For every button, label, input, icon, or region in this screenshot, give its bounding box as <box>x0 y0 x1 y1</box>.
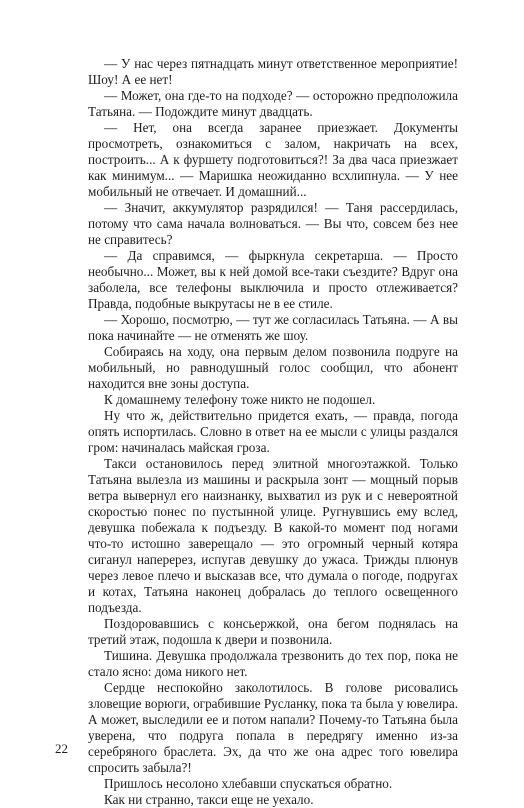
paragraph-15: Как ни странно, такси еще не уехало. <box>104 792 314 807</box>
paragraph-2: — Может, она где-то на подходе? — осторожно предположила Татьяна. — Подождите минут двадцать. <box>88 88 458 119</box>
paragraph-9: Ну что ж, действительно придется ехать, — правда, погода опять испортилась. Словно в ответ на ее мысли с улицы раздался гром: начиналась майская гроза. <box>88 408 458 455</box>
paragraph-1: — У нас через пятнадцать минут ответственное мероприятие! Шоу! А ее нет! <box>88 56 458 87</box>
page-number: 22 <box>55 741 68 756</box>
page-body <box>88 56 458 808</box>
paragraph-7: Собираясь на ходу, она первым делом позвонила подруге на мобильный, но равнодушный голос сообщил, что абонент находится вне зоны доступа. <box>88 344 458 391</box>
paragraph-8: К домашнему телефону тоже никто не подошел. <box>104 392 376 407</box>
paragraph-6: — Хорошо, посмотрю, — тут же согласилась Татьяна. — А вы пока начинайте — не отменять же шоу. <box>88 312 458 343</box>
paragraph-10: Такси остановилось перед элитной многоэтажкой. Только Татьяна вылезла из машины и раскрыла зонт — мощный порыв ветра вывернул его наизнанку, выхватил из рук и с невероятной скоростью понес по пустынной улице. Ругнувшись ему вслед, девушка побежала к подъезду. В какой-то момент под ногами что-то истошно заверещало — это огромный черный котяра сиганул наперерез, испугав девушку до ужаса. Трижды плюнув через левое плечо и высказав все, что думала о погоде, подругах и котах, Татьяна наконец добралась до теплого освещенного подъезда. <box>88 456 458 615</box>
paragraph-14: Пришлось несолоно хлебавши спускаться обратно. <box>104 776 393 791</box>
paragraph-5: — Да справимся, — фыркнула секретарша. — Просто необычно... Может, вы к ней домой все-таки съездите? Вдруг она заболела, все телефоны выключила и просто отлеживается? Правда, подобные выкрутасы не в ее стиле. <box>88 248 458 311</box>
paragraph-11: Поздоровавшись с консьержкой, она бегом поднялась на третий этаж, подошла к двери и позвонила. <box>88 616 458 647</box>
paragraph-12: Тишина. Девушка продолжала трезвонить до тех пор, пока не стало ясно: дома никого нет. <box>88 648 458 679</box>
paragraph-3: — Нет, она всегда заранее приезжает. Документы просмотреть, ознакомиться с залом, накричать на всех, построить... А к фуршету подготовиться?! За два часа приезжает как минимум... — Маришка неожиданно всхлипнула. — У нее мобильный не отвечает. И домашний... <box>88 120 458 199</box>
paragraph-13: Сердце неспокойно заколотилось. В голове рисовались зловещие ворюги, ограбившие Русланку, пока та была у ювелира. А может, выследили ее и потом напали? Почему-то Татьяна была уверена, что подруга попала в передрягу именно из-за серебряного браслета. Эх, да что же она адрес того ювелира спросить забыла?! <box>88 680 458 775</box>
paragraph-4: — Значит, аккумулятор разрядился! — Таня рассердилась, потому что сама начала волноваться. — Вы что, совсем без нее не справитесь? <box>88 200 458 247</box>
